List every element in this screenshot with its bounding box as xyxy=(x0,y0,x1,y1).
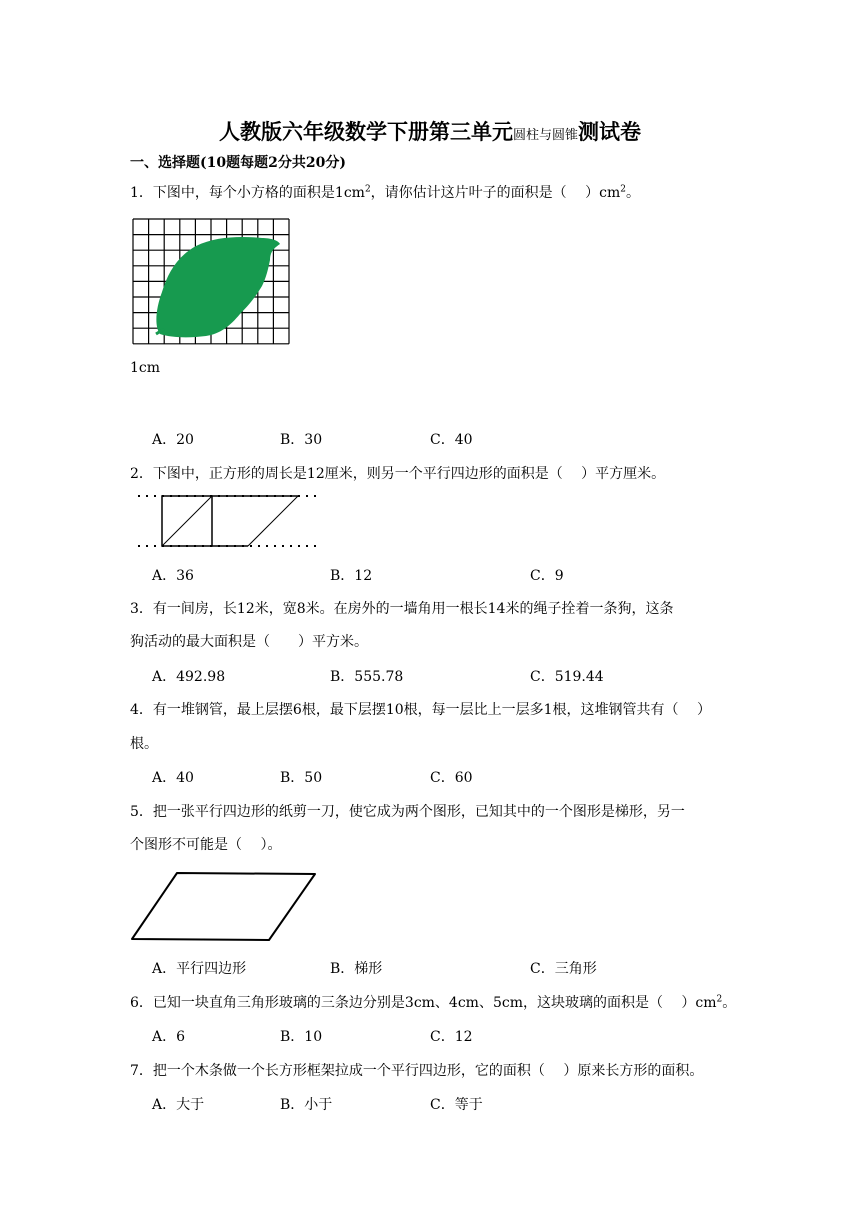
question-5-line-2: 个图形不可能是（ ）。 xyxy=(130,837,282,853)
q4-option-b[interactable]: B．50 xyxy=(280,770,323,786)
title-subtitle: 圆柱与圆锥 xyxy=(512,128,578,143)
q7-option-c[interactable]: C．等于 xyxy=(430,1097,483,1113)
q2-option-c[interactable]: C．9 xyxy=(530,568,564,584)
q5-option-c[interactable]: C．三角形 xyxy=(530,961,597,977)
question-7: 7．把一个木条做一个长方形框架拉成一个平行四边形，它的面积（ ）原来长方形的面积。 xyxy=(130,1063,704,1079)
question-3-line-2: 狗活动的最大面积是（ ）平方米。 xyxy=(130,634,368,650)
title-main-left: 人教版六年级数学下册第三单元 xyxy=(218,119,513,144)
q2-option-b[interactable]: B．12 xyxy=(330,568,373,584)
question-3-line-1: 3．有一间房，长12米，宽8米。在房外的一墙角用一根长14米的绳子拴着一条狗，这条 xyxy=(130,601,674,617)
square-parallelogram-figure xyxy=(138,492,324,550)
leaf-shape xyxy=(156,237,280,337)
question-1-sup-2: 2 xyxy=(620,184,626,195)
parallelogram-left-side xyxy=(162,496,212,546)
question-1-text-b: ，请你估计这片叶子的面积是（ ）cm xyxy=(370,185,621,201)
q7-option-b[interactable]: B．小于 xyxy=(280,1097,333,1113)
parallelogram-right-side xyxy=(248,496,298,546)
question-6-text-a: 6．已知一块直角三角形玻璃的三条边分别是3cm、4cm、5cm，这块玻璃的面积是（ ）cm xyxy=(130,995,717,1011)
question-1 xyxy=(130,182,640,202)
q4-option-a[interactable]: A．40 xyxy=(152,770,194,786)
q1-option-b[interactable]: B．30 xyxy=(280,432,323,448)
question-4-line-1: 4．有一堆钢管，最上层摆6根，最下层摆10根，每一层比上一层多1根，这堆钢管共有（ ） xyxy=(130,702,711,718)
q7-option-a[interactable]: A．大于 xyxy=(152,1097,205,1113)
leaf-grid-figure xyxy=(130,216,294,358)
question-6-text-b: 。 xyxy=(722,995,737,1011)
q3-option-a[interactable]: A．492.98 xyxy=(152,669,226,685)
parallelogram-outline xyxy=(132,873,315,940)
q3-option-b[interactable]: B．555.78 xyxy=(330,669,404,685)
q5-option-b[interactable]: B．梯形 xyxy=(330,961,383,977)
q5-option-a[interactable]: A．平行四边形 xyxy=(152,961,247,977)
grid-scale-label: 1cm xyxy=(130,360,161,376)
question-1-sup-1: 2 xyxy=(364,184,371,195)
q1-option-a[interactable]: A．20 xyxy=(152,432,194,448)
parallelogram-figure xyxy=(128,868,320,944)
question-6-sup: 2 xyxy=(716,994,723,1005)
q6-option-c[interactable]: C．12 xyxy=(430,1029,473,1045)
question-5-line-1: 5．把一张平行四边形的纸剪一刀，使它成为两个图形，已知其中的一个图形是梯形，另一 xyxy=(130,804,685,820)
section-heading: 一、选择题(10题每题2分共20分) xyxy=(130,155,346,171)
q4-option-c[interactable]: C．60 xyxy=(430,770,473,786)
q2-option-a[interactable]: A．36 xyxy=(152,568,194,584)
q6-option-b[interactable]: B．10 xyxy=(280,1029,323,1045)
question-4-line-2: 根。 xyxy=(130,736,158,752)
question-1-text-c: 。 xyxy=(625,185,640,201)
question-2: 2．下图中，正方形的周长是12厘米，则另一个平行四边形的面积是（ ）平方厘米。 xyxy=(130,466,666,482)
question-1-text-a: 1．下图中，每个小方格的面积是1cm xyxy=(130,185,365,201)
q3-option-c[interactable]: C．519.44 xyxy=(530,669,604,685)
title-main-right: 测试卷 xyxy=(578,119,641,144)
page-title xyxy=(0,116,860,146)
question-6 xyxy=(130,992,736,1012)
q1-option-c[interactable]: C．40 xyxy=(430,432,473,448)
q6-option-a[interactable]: A．6 xyxy=(152,1029,186,1045)
